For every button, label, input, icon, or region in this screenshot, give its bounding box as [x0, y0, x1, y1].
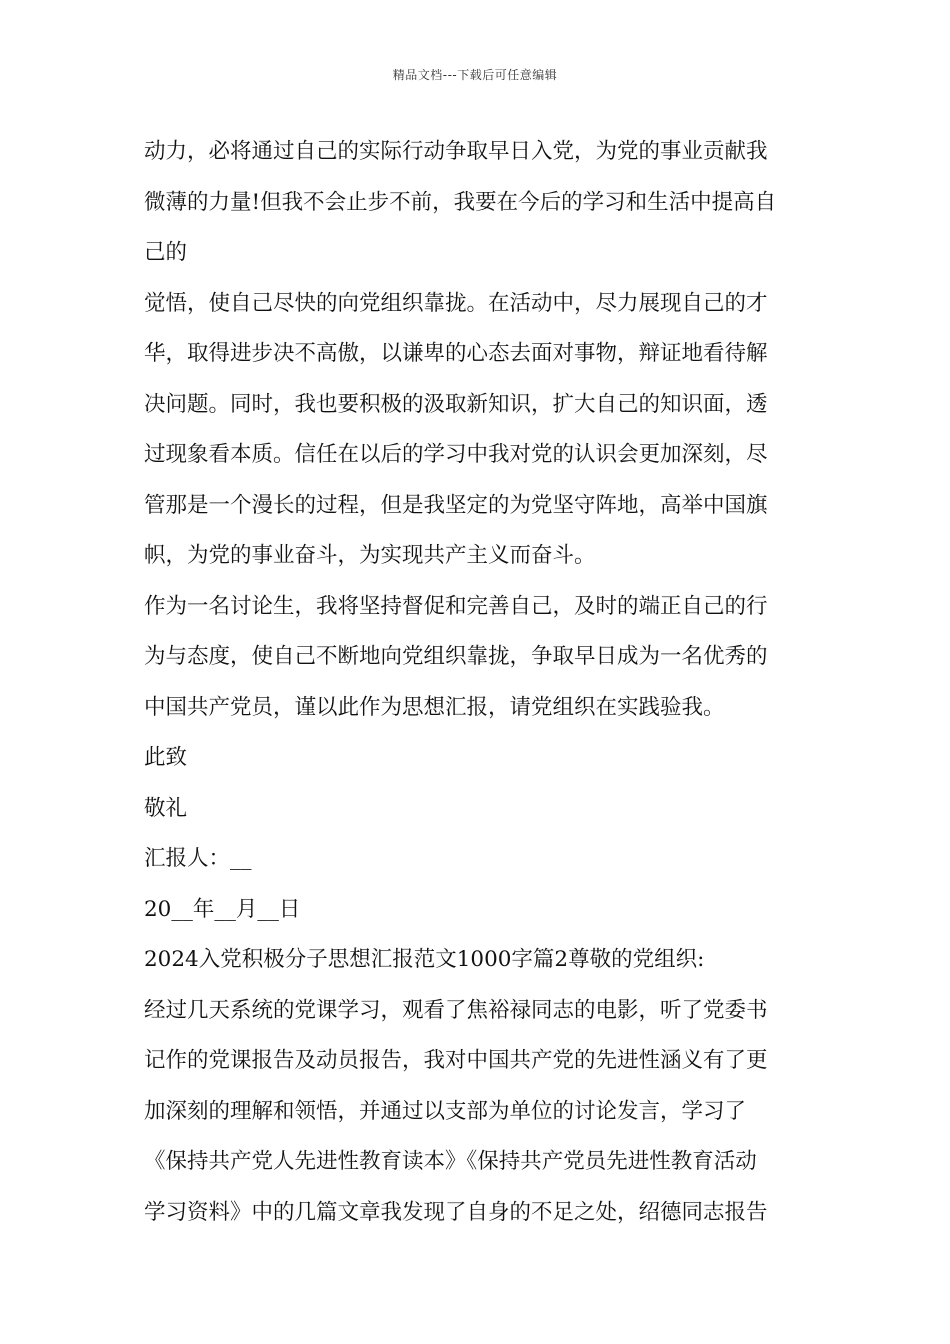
text-line: 帜，为党的事业奋斗，为实现共产主义而奋斗。 [144, 543, 596, 568]
page-header: 精品文档---下载后可任意编辑 [392, 68, 558, 82]
body-text [144, 132, 814, 1243]
text-line: 己的 [144, 240, 188, 265]
text-line: 学习资料》中的几篇文章我发现了自身的不足之处，绍德同志报告 [144, 1199, 768, 1225]
salutation-line: 敬礼 [144, 795, 188, 821]
text-line: 中国共产党员，谨以此作为思想汇报，请党组织在实践验我。 [144, 694, 725, 720]
text-line: 华，取得进步决不高傲，以谦卑的心态去面对事物，辩证地看待解 [144, 341, 768, 366]
section-title: 2024入党积极分子思想汇报范文1000字篇2尊敬的党组织: [144, 947, 705, 972]
reporter-line: 汇报人：__ [144, 846, 252, 871]
date-line: 20__年__月__日 [144, 896, 301, 922]
text-line: 加深刻的理解和领悟，并通过以支部为单位的讨论发言，学习了 [144, 1098, 747, 1124]
text-line: 为与态度，使自己不断地向党组织靠拢，争取早日成为一名优秀的 [144, 644, 768, 669]
text-line: 过现象看本质。信任在以后的学习中我对党的认识会更加深刻，尽 [144, 442, 768, 467]
text-line: 经过几天系统的党课学习，观看了焦裕禄同志的电影，听了党委书 [144, 997, 768, 1023]
text-line: 《保持共产党人先进性教育读本》《保持共产党员先进性教育活动 [144, 1149, 757, 1174]
text-line: 管那是一个漫长的过程，但是我坚定的为党坚守阵地，高举中国旗 [144, 492, 768, 518]
salutation-line: 此致 [144, 745, 188, 770]
text-line: 动力，必将通过自己的实际行动争取早日入党，为党的事业贡献我 [144, 139, 768, 164]
text-line: 作为一名讨论生，我将坚持督促和完善自己，及时的端正自己的行 [144, 593, 768, 619]
text-line: 微薄的力量!但我不会止步不前，我要在今后的学习和生活中提高自 [144, 189, 777, 215]
text-line: 决问题。同时，我也要积极的汲取新知识，扩大自己的知识面，透 [144, 391, 768, 417]
text-line: 记作的党课报告及动员报告，我对中国共产党的先进性涵义有了更 [144, 1048, 768, 1073]
text-line: 觉悟，使自己尽快的向党组织靠拢。在活动中，尽力展现自己的才 [144, 290, 768, 316]
